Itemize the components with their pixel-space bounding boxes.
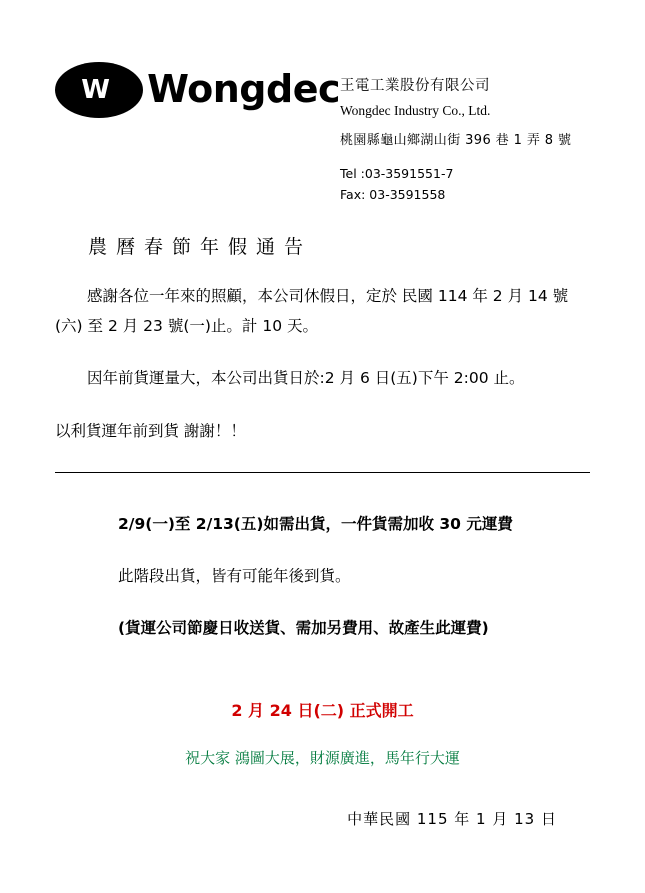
company-name-en: Wongdec Industry Co., Ltd. [340,103,491,118]
paragraph-shipping-cutoff: 因年前貨運量大，本公司出貨日於:2 月 6 日(五)下午 2:00 止。 [87,369,525,388]
company-fax: Fax: 03-3591558 [340,187,446,202]
issue-date: 中華民國 115 年 1 月 13 日 [347,809,557,828]
letterhead [0,0,645,208]
company-tel: Tel :03-3591551-7 [340,166,454,181]
company-info [340,62,571,208]
wongdec-logo-icon [55,62,135,118]
section-divider [55,472,590,473]
company-address: 桃園縣龜山鄉湖山街 396 巷 1 弄 8 號 [340,133,572,148]
page-title: 農曆春節年假通告 [88,236,313,258]
company-logo [0,62,340,118]
notice-reason: (貨運公司節慶日收送貨、需加另費用、故產生此運費) [118,619,489,638]
logo-monogram: W [81,75,109,105]
surcharge-notice-block [0,509,645,644]
reopen-date: 2 月 24 日(二) 正式開工 [231,700,414,720]
notice-surcharge: 2/9(一)至 2/13(五)如需出貨，一件貨需加收 30 元運費 [118,514,513,533]
company-name-cn: 王電工業股份有限公司 [340,78,490,94]
paragraph-thanks: 以利貨運年前到貨 謝謝！！ [55,421,246,440]
paragraph-holiday-dates: 感謝各位一年來的照顧，本公司休假日，定於 民國 114 年 2 月 14 號 (六) 至 2 月 23 號(一)止。計 10 天。 [55,287,569,336]
logo-wordmark: Wongdec [147,67,340,111]
new-year-greeting: 祝大家 鴻圖大展，財源廣進，馬年行大運 [185,748,460,767]
notice-delivery-delay: 此階段出貨，皆有可能年後到貨。 [118,567,351,586]
